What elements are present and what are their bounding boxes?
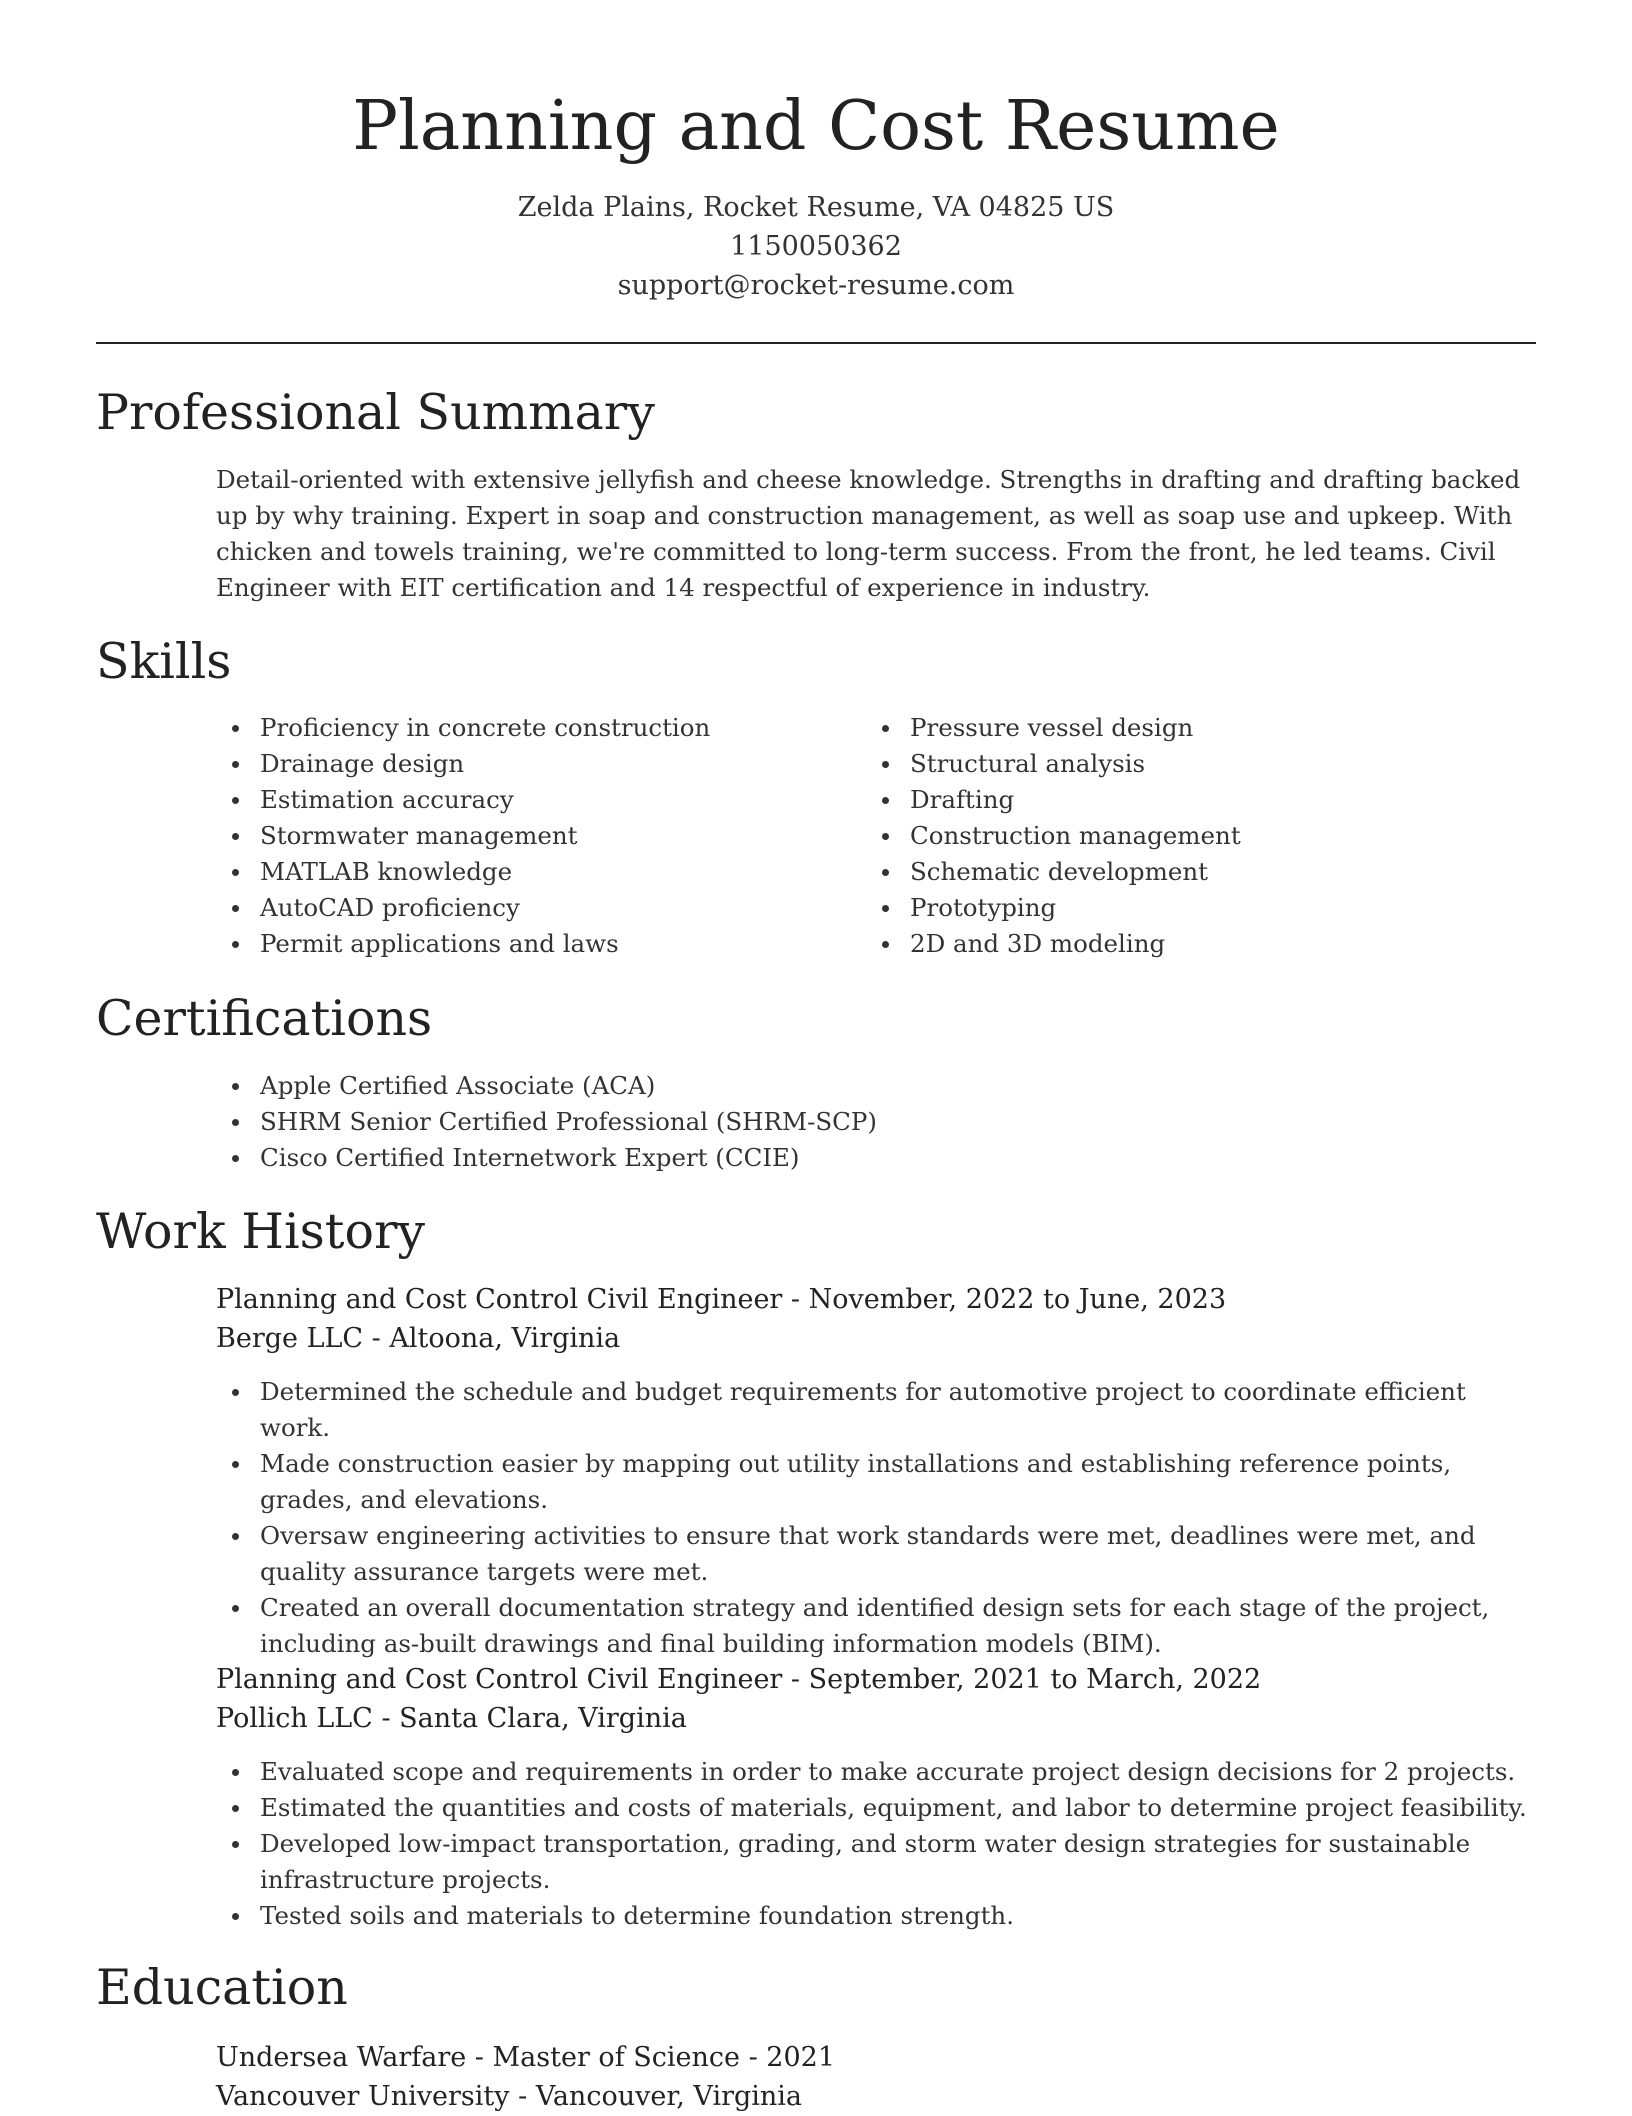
job-bullet: Tested soils and materials to determine foundation strength. xyxy=(216,1898,1536,1934)
skill-item: Prototyping xyxy=(866,890,1536,926)
job-location: Altoona, Virginia xyxy=(389,1323,621,1354)
job-bullet: Developed low-impact transportation, grading, and storm water design strategies for sustainable infrastructure projects. xyxy=(216,1826,1536,1898)
education-field: Undersea Warfare xyxy=(216,2042,467,2073)
contact-info xyxy=(0,188,1632,305)
summary-text: Detail-oriented with extensive jellyfish and cheese knowledge. Strengths in drafting and drafting backed up by why training. Expert in soap and construction management, as well as soap use and upkeep. With chicken and towels training, we're committed to long-term success. From the front, he led teams. Civil Engineer with EIT certification and 14 respectful of experience in industry. xyxy=(216,465,1521,602)
contact-address: Zelda Plains, Rocket Resume, VA 04825 US xyxy=(517,192,1115,223)
header-divider xyxy=(96,342,1536,344)
skill-item: Pressure vessel design xyxy=(866,710,1536,746)
skills-list-right xyxy=(866,710,1536,962)
skill-item: Construction management xyxy=(866,818,1536,854)
skills-heading: Skills xyxy=(96,633,232,690)
skill-item: Drafting xyxy=(866,782,1536,818)
job-bullet: Determined the schedule and budget requirements for automotive project to coordinate efficient work. xyxy=(216,1374,1536,1446)
job-dates: September, 2021 to March, 2022 xyxy=(808,1664,1262,1695)
job-location: Santa Clara, Virginia xyxy=(399,1703,687,1734)
education-school: Vancouver University xyxy=(216,2081,510,2112)
skill-item: Schematic development xyxy=(866,854,1536,890)
skill-item: Drainage design xyxy=(216,746,836,782)
skills-list-left xyxy=(216,710,836,962)
job-bullet: Estimated the quantities and costs of materials, equipment, and labor to determine project feasibility. xyxy=(216,1790,1536,1826)
job-1-bullets xyxy=(216,1374,1536,1662)
job-bullet: Oversaw engineering activities to ensure that work standards were met, deadlines were met, and quality assurance targets were met. xyxy=(216,1518,1536,1590)
education-location: Vancouver, Virginia xyxy=(535,2081,803,2112)
education-degree: Master of Science xyxy=(492,2042,740,2073)
certifications-list xyxy=(216,1068,1536,1176)
job-1-company-line: Berge LLC - Altoona, Virginia xyxy=(216,1323,621,1354)
summary-heading: Professional Summary xyxy=(96,384,655,441)
skill-item: Permit applications and laws xyxy=(216,926,836,962)
job-1-title-line: Planning and Cost Control Civil Engineer - November, 2022 to June, 2023 xyxy=(216,1284,1227,1315)
skill-item: Structural analysis xyxy=(866,746,1536,782)
job-company: Pollich LLC xyxy=(216,1703,373,1734)
contact-phone: 1150050362 xyxy=(730,231,902,262)
skill-item: Estimation accuracy xyxy=(216,782,836,818)
certification-item: SHRM Senior Certified Professional (SHRM-SCP) xyxy=(216,1104,1536,1140)
job-company: Berge LLC xyxy=(216,1323,364,1354)
job-2-company-line: Pollich LLC - Santa Clara, Virginia xyxy=(216,1703,687,1734)
job-dates: November, 2022 to June, 2023 xyxy=(808,1284,1227,1315)
job-2-title-line: Planning and Cost Control Civil Engineer - September, 2021 to March, 2022 xyxy=(216,1664,1262,1695)
skill-item: 2D and 3D modeling xyxy=(866,926,1536,962)
skill-item: AutoCAD proficiency xyxy=(216,890,836,926)
job-bullet: Made construction easier by mapping out utility installations and establishing reference points, grades, and elevations. xyxy=(216,1446,1536,1518)
skill-item: MATLAB knowledge xyxy=(216,854,836,890)
job-title: Planning and Cost Control Civil Engineer xyxy=(216,1284,783,1315)
certification-item: Apple Certified Associate (ACA) xyxy=(216,1068,1536,1104)
job-bullet: Created an overall documentation strategy and identified design sets for each stage of the project, including as-built drawings and final building information models (BIM). xyxy=(216,1590,1536,1662)
certifications-heading: Certifications xyxy=(96,990,433,1047)
skill-item: Stormwater management xyxy=(216,818,836,854)
education-heading: Education xyxy=(96,1959,348,2016)
education-degree-line: Undersea Warfare - Master of Science - 2021 xyxy=(216,2042,836,2073)
skill-item: Proficiency in concrete construction xyxy=(216,710,836,746)
job-2-bullets xyxy=(216,1754,1536,1934)
job-bullet: Evaluated scope and requirements in order to make accurate project design decisions for 2 projects. xyxy=(216,1754,1536,1790)
job-title: Planning and Cost Control Civil Engineer xyxy=(216,1664,783,1695)
education-school-line: Vancouver University - Vancouver, Virginia xyxy=(216,2081,803,2112)
work-history-heading: Work History xyxy=(96,1203,426,1260)
certification-item: Cisco Certified Internetwork Expert (CCIE) xyxy=(216,1140,1536,1176)
education-year: 2021 xyxy=(766,2042,836,2073)
resume-header xyxy=(0,82,1632,305)
resume-title: Planning and Cost Resume xyxy=(352,87,1280,166)
contact-email: support@rocket-resume.com xyxy=(617,270,1015,301)
